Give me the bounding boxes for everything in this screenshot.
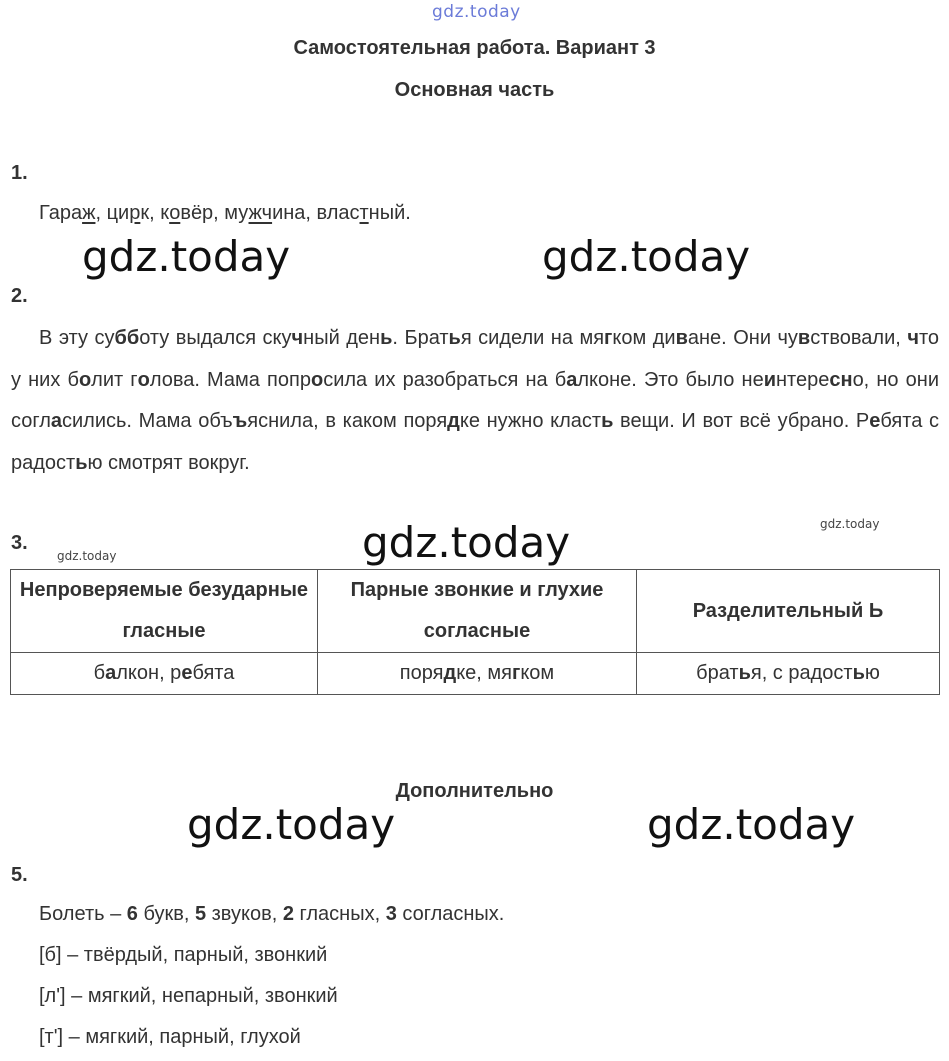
table-cell bbox=[637, 653, 940, 695]
text-fragment: ане. Они чу bbox=[687, 327, 798, 349]
watermark-1: gdz.today bbox=[82, 232, 291, 281]
highlighted-letter: о bbox=[137, 368, 150, 391]
text-fragment: ный. bbox=[368, 202, 411, 224]
highlighted-letter: 5 bbox=[194, 903, 207, 925]
section-title-extra: Дополнительно bbox=[395, 780, 554, 802]
table-cell bbox=[11, 653, 318, 695]
text-fragment: ю смотрят вокруг. bbox=[87, 451, 250, 474]
highlighted-letter: е bbox=[181, 662, 193, 684]
highlighted-letter: ч bbox=[907, 327, 919, 349]
highlighted-letter: жч bbox=[248, 202, 273, 224]
text-fragment: сила их разобраться на б bbox=[323, 368, 567, 391]
table-cell bbox=[318, 653, 637, 695]
text-fragment: В эту су bbox=[39, 327, 115, 349]
table-header-row bbox=[11, 570, 940, 653]
watermark-small-1: gdz.today bbox=[820, 517, 880, 531]
highlighted-letter: о bbox=[310, 368, 324, 391]
text-fragment: ком bbox=[520, 662, 555, 684]
text-fragment: ина, влас bbox=[272, 202, 360, 224]
highlighted-letter: г bbox=[604, 327, 613, 349]
highlighted-letter: о bbox=[78, 368, 92, 391]
highlighted-letter: ь bbox=[75, 451, 88, 474]
highlighted-letter: сн bbox=[829, 368, 853, 391]
highlighted-letter: а bbox=[50, 410, 62, 432]
table-header-cell: Парные звонкие и глухие согласные bbox=[318, 570, 637, 653]
text-fragment: нтере bbox=[776, 368, 830, 391]
highlighted-letter: 3 bbox=[385, 903, 397, 925]
watermark-3: gdz.today bbox=[362, 518, 571, 567]
text-fragment: я сидели на мя bbox=[460, 327, 605, 349]
text-fragment: ствовали, bbox=[810, 327, 908, 349]
sound-analysis-line: [б] – твёрдый, парный, звонкий bbox=[39, 944, 328, 966]
text-fragment: лит г bbox=[91, 368, 138, 391]
highlighted-letter: е bbox=[869, 410, 881, 432]
text-fragment: брат bbox=[696, 662, 739, 684]
text-fragment: ке, мя bbox=[456, 662, 512, 684]
text-fragment: гласных, bbox=[293, 903, 386, 925]
page-subtitle: Основная часть bbox=[394, 79, 555, 101]
highlighted-letter: ь bbox=[448, 327, 461, 349]
highlighted-letter: 6 bbox=[126, 903, 138, 925]
text-fragment: то у них б bbox=[11, 327, 939, 391]
text-fragment: б bbox=[93, 662, 106, 684]
text-fragment: . Брат bbox=[392, 327, 449, 349]
text-fragment: букв, bbox=[137, 903, 195, 925]
text-fragment: лова. Мама попр bbox=[149, 368, 311, 391]
text-fragment: яснила, в каком поря bbox=[247, 410, 448, 432]
highlighted-letter: в bbox=[797, 327, 811, 349]
text-fragment: оту выдался ску bbox=[139, 327, 292, 349]
text-fragment: Гара bbox=[39, 202, 83, 224]
table-row bbox=[11, 653, 940, 695]
text-fragment: о, но они согл bbox=[11, 368, 940, 432]
highlighted-letter: ж bbox=[82, 202, 96, 224]
highlighted-letter: в bbox=[675, 327, 688, 349]
highlighted-letter: ь bbox=[738, 662, 751, 684]
highlighted-letter: бб bbox=[114, 327, 140, 349]
text-fragment: ке нужно класт bbox=[459, 410, 602, 432]
watermark-small-2: gdz.today bbox=[57, 549, 117, 563]
spelling-table bbox=[10, 569, 940, 695]
text-fragment: бята с радост bbox=[11, 410, 939, 474]
highlighted-letter: ч bbox=[291, 327, 304, 349]
text-fragment: звуков, bbox=[206, 903, 283, 925]
text-fragment: вёр, му bbox=[180, 202, 249, 224]
task-3-number: 3. bbox=[11, 532, 28, 554]
task-5-summary bbox=[39, 903, 504, 926]
watermark-4: gdz.today bbox=[187, 800, 396, 849]
task-2-number: 2. bbox=[11, 285, 28, 307]
text-fragment: бята bbox=[192, 662, 235, 684]
task-1-text bbox=[39, 202, 411, 225]
highlighted-letter: т bbox=[359, 202, 369, 224]
text-fragment: поря bbox=[399, 662, 444, 684]
highlighted-letter: 2 bbox=[282, 903, 294, 925]
text-fragment: вещи. И вот всё убрано. Р bbox=[613, 410, 870, 432]
task-2-text bbox=[11, 318, 939, 484]
text-fragment: лкон, р bbox=[116, 662, 182, 684]
highlighted-letter: и bbox=[763, 368, 776, 391]
text-fragment: , ци bbox=[95, 202, 130, 224]
task-1-number: 1. bbox=[11, 162, 28, 184]
text-fragment: сились. Мама объ bbox=[62, 410, 233, 432]
sound-analysis-line: [т'] – мягкий, парный, глухой bbox=[39, 1026, 301, 1048]
text-fragment: лконе. Это было не bbox=[577, 368, 764, 391]
text-fragment: ком ди bbox=[612, 327, 676, 349]
highlighted-letter: а bbox=[566, 368, 578, 391]
table-header-cell: Разделительный Ь bbox=[637, 570, 940, 653]
highlighted-letter: ь bbox=[380, 327, 393, 349]
text-fragment: я, с радост bbox=[750, 662, 853, 684]
highlighted-letter: о bbox=[169, 202, 181, 224]
text-fragment: ный ден bbox=[303, 327, 381, 349]
highlighted-letter: ь bbox=[852, 662, 865, 684]
text-fragment: согласных. bbox=[396, 903, 505, 925]
text-fragment: Болеть – bbox=[39, 903, 127, 925]
text-fragment: ю bbox=[864, 662, 880, 684]
top-watermark: gdz.today bbox=[432, 2, 521, 22]
highlighted-letter: ъ bbox=[232, 410, 248, 432]
task-5-number: 5. bbox=[11, 864, 28, 886]
highlighted-letter: р bbox=[129, 202, 141, 224]
highlighted-letter: а bbox=[105, 662, 117, 684]
table-header-cell: Непроверяемые безударные гласные bbox=[11, 570, 318, 653]
highlighted-letter: д bbox=[443, 662, 457, 684]
sound-analysis-line: [л'] – мягкий, непарный, звонкий bbox=[39, 985, 338, 1007]
highlighted-letter: д bbox=[447, 410, 460, 432]
watermark-2: gdz.today bbox=[542, 232, 751, 281]
highlighted-letter: г bbox=[511, 662, 521, 684]
highlighted-letter: ь bbox=[601, 410, 614, 432]
watermark-5: gdz.today bbox=[647, 800, 856, 849]
page-title: Самостоятельная работа. Вариант 3 bbox=[293, 37, 656, 59]
text-fragment: к, к bbox=[140, 202, 170, 224]
